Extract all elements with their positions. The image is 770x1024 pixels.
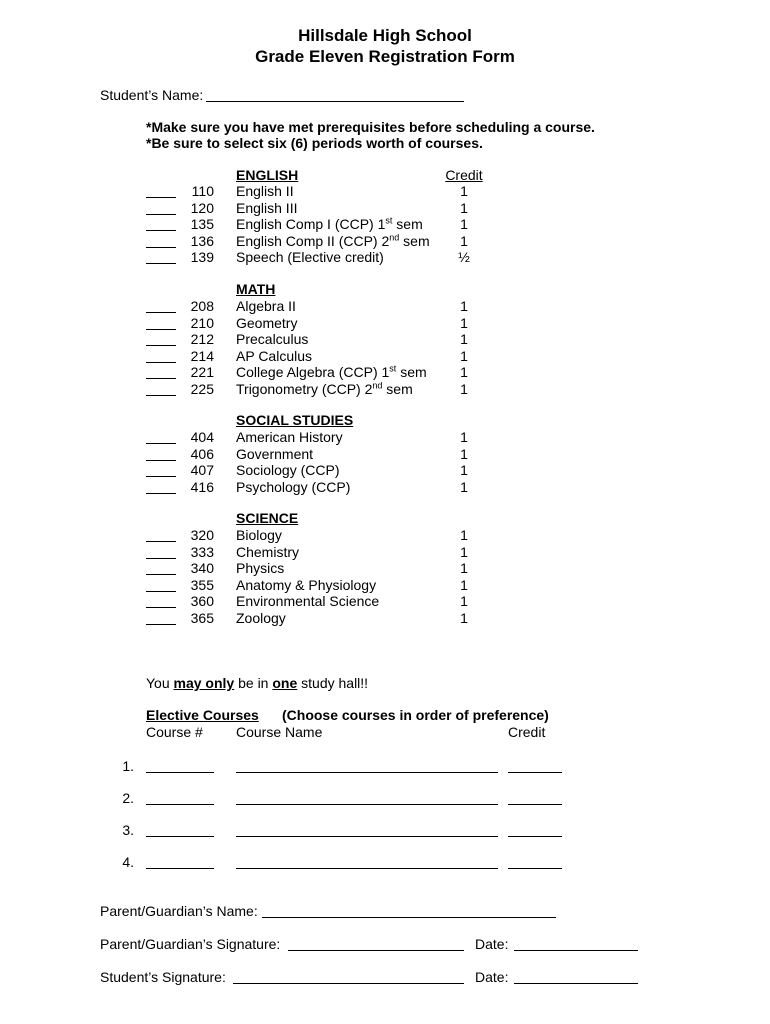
- course-selection-blank[interactable]: [146, 591, 176, 592]
- course-credit: ½: [458, 249, 470, 265]
- course-number: 136: [190, 232, 214, 249]
- course-number: 360: [190, 593, 214, 609]
- course-name-text: Anatomy & Physiology: [236, 576, 377, 593]
- course-name: [236, 479, 350, 495]
- course-row: [0, 446, 770, 463]
- course-number: 416: [190, 478, 214, 495]
- course-number: 210: [190, 314, 214, 331]
- course-name: [236, 610, 286, 626]
- course-number: 208: [190, 298, 214, 314]
- course-name: [236, 233, 430, 249]
- course-credit: 1: [460, 199, 468, 216]
- course-number: 407: [190, 462, 214, 478]
- course-name-text: Environmental Science: [236, 593, 380, 609]
- course-selection-blank[interactable]: [146, 574, 176, 575]
- course-number: 139: [190, 249, 214, 265]
- course-selection-blank[interactable]: [146, 460, 176, 461]
- course-name-text: Zoology: [236, 609, 286, 626]
- course-name: [236, 183, 294, 199]
- course-selection-blank[interactable]: [146, 214, 176, 215]
- course-row: [0, 364, 770, 381]
- course-number: 221: [190, 364, 214, 380]
- guardian-date-label: Date:: [475, 936, 509, 952]
- elective-col-course-num: Course #: [146, 724, 203, 740]
- course-number: 333: [190, 543, 214, 560]
- course-credit: 1: [460, 380, 468, 397]
- course-name-text: English Comp II (CCP) 2: [236, 232, 390, 249]
- course-number: 365: [190, 609, 214, 626]
- course-name: [236, 348, 312, 364]
- elective-col-course-name: Course Name: [236, 724, 323, 740]
- course-selection-blank[interactable]: [146, 624, 176, 625]
- course-credit: 1: [460, 429, 468, 445]
- elective-course-num-field[interactable]: [146, 804, 214, 805]
- course-selection-blank[interactable]: [146, 345, 176, 346]
- note-six-periods: *Be sure to select six (6) periods worth of courses.: [146, 135, 483, 151]
- study-hall-emphasis-may-only: may only: [173, 675, 235, 691]
- course-name-ordinal: nd: [389, 231, 400, 242]
- course-number: 110: [191, 183, 214, 199]
- elective-course-name-field[interactable]: [236, 804, 498, 805]
- course-row: [0, 462, 770, 479]
- course-name-text: College Algebra (CCP) 1: [236, 364, 390, 380]
- elective-item-number: 3.: [122, 822, 134, 838]
- course-selection-blank[interactable]: [146, 378, 176, 379]
- course-selection-blank[interactable]: [146, 493, 176, 494]
- course-name-ordinal: st: [389, 363, 397, 374]
- course-credit: 1: [460, 298, 468, 314]
- elective-course-name-field[interactable]: [236, 868, 498, 869]
- course-credit: 1: [460, 232, 468, 249]
- course-row: [0, 593, 770, 610]
- course-selection-blank[interactable]: [146, 312, 176, 313]
- course-name: [236, 593, 379, 609]
- course-name-text: Algebra II: [236, 298, 296, 314]
- course-name: [236, 249, 384, 265]
- course-name-text: Geometry: [236, 314, 298, 331]
- course-name: [236, 429, 343, 445]
- course-name: [236, 298, 296, 314]
- course-credit: 1: [460, 609, 468, 626]
- student-name-label: Student’s Name:: [100, 87, 204, 103]
- course-row: [0, 577, 770, 594]
- guardian-date-field[interactable]: [514, 950, 638, 951]
- course-number: 404: [190, 429, 214, 445]
- course-number: 355: [190, 576, 214, 593]
- course-name-text: Trigonometry (CCP) 2: [236, 380, 373, 397]
- course-selection-blank[interactable]: [146, 197, 176, 198]
- note-prerequisites: *Make sure you have met prerequisites before scheduling a course.: [146, 119, 595, 135]
- course-selection-blank[interactable]: [146, 443, 176, 444]
- course-name-text: Precalculus: [236, 331, 309, 347]
- course-credit: 1: [460, 560, 468, 576]
- course-name: [236, 446, 313, 462]
- course-credit: 1: [460, 364, 468, 380]
- elective-instruction: (Choose courses in order of preference): [282, 707, 549, 723]
- course-name: [236, 560, 284, 576]
- course-name: [236, 577, 376, 593]
- course-number: 214: [190, 347, 214, 364]
- study-hall-text-3: study hall!!: [297, 675, 369, 691]
- course-number: 135: [190, 216, 214, 232]
- course-name: [236, 315, 297, 331]
- student-date-field[interactable]: [514, 983, 638, 984]
- form-title: Grade Eleven Registration Form: [255, 47, 515, 66]
- course-selection-blank[interactable]: [146, 541, 176, 542]
- course-row: [0, 429, 770, 446]
- course-credit: 1: [460, 478, 468, 495]
- course-number: 120: [190, 199, 214, 216]
- section-heading-english: ENGLISH: [236, 167, 299, 183]
- study-hall-text-2: be in: [234, 675, 273, 691]
- course-name-text: Speech (Elective credit): [236, 249, 384, 265]
- course-name-ordinal: nd: [372, 379, 383, 390]
- elective-credit-field[interactable]: [508, 772, 562, 773]
- course-name-text: AP Calculus: [236, 347, 313, 364]
- course-credit: 1: [460, 445, 468, 462]
- study-hall-text-1: You: [146, 675, 174, 691]
- course-name: [236, 364, 427, 380]
- course-row: [0, 527, 770, 544]
- course-row: [0, 298, 770, 315]
- course-row: [0, 381, 770, 398]
- course-selection-blank[interactable]: [146, 607, 176, 608]
- student-name-field[interactable]: [206, 101, 464, 102]
- elective-course-num-field[interactable]: [146, 772, 214, 773]
- course-credit: 1: [460, 462, 468, 478]
- course-name: [236, 200, 297, 216]
- course-selection-blank[interactable]: [146, 263, 176, 264]
- course-row: [0, 560, 770, 577]
- course-credit: 1: [460, 593, 468, 609]
- guardian-name-field[interactable]: [262, 917, 556, 918]
- elective-item-number: 2.: [122, 790, 134, 806]
- course-selection-blank[interactable]: [146, 247, 176, 248]
- course-credit: 1: [460, 543, 468, 560]
- student-signature-label: Student’s Signature:: [100, 969, 226, 985]
- course-name-text: English Comp I (CCP) 1: [236, 216, 386, 232]
- study-hall-emphasis-one: one: [272, 675, 298, 691]
- course-row: [0, 200, 770, 217]
- guardian-signature-field[interactable]: [288, 950, 464, 951]
- elective-item-number: 4.: [122, 854, 134, 870]
- course-row: [0, 331, 770, 348]
- course-credit: 1: [460, 183, 468, 199]
- course-credit: 1: [460, 347, 468, 364]
- course-credit: 1: [460, 527, 468, 543]
- section-heading-math: MATH: [236, 281, 276, 297]
- course-row: [0, 216, 770, 233]
- course-credit: 1: [460, 314, 468, 331]
- course-name-text: English II: [236, 183, 294, 199]
- course-name-text: Government: [236, 445, 314, 462]
- course-name: [236, 462, 339, 478]
- course-name-suffix: sem: [392, 216, 423, 232]
- credit-column-header: Credit: [445, 167, 483, 183]
- course-row: [0, 544, 770, 561]
- course-row: [0, 233, 770, 250]
- course-selection-blank[interactable]: [146, 476, 176, 477]
- section-heading-science: SCIENCE: [236, 510, 299, 526]
- course-name-suffix: sem: [382, 380, 413, 397]
- section-heading-social-studies: SOCIAL STUDIES: [236, 412, 354, 428]
- course-credit: 1: [460, 331, 468, 347]
- course-name: [236, 544, 299, 560]
- course-row: [0, 479, 770, 496]
- course-row: [0, 348, 770, 365]
- guardian-signature-label: Parent/Guardian’s Signature:: [100, 936, 281, 952]
- course-row: [0, 610, 770, 627]
- elective-course-num-field[interactable]: [146, 836, 214, 837]
- course-row: [0, 315, 770, 332]
- study-hall-note: [146, 675, 368, 692]
- course-name-text: Sociology (CCP): [236, 462, 340, 478]
- course-name-text: Psychology (CCP): [236, 478, 351, 495]
- course-name: [236, 331, 308, 347]
- course-name-text: English III: [236, 199, 298, 216]
- course-name-text: Chemistry: [236, 543, 300, 560]
- course-number: 406: [190, 445, 214, 462]
- course-name-text: American History: [236, 429, 343, 445]
- course-number: 320: [190, 527, 214, 543]
- elective-credit-field[interactable]: [508, 836, 562, 837]
- course-row: [0, 183, 770, 200]
- course-name: [236, 216, 423, 232]
- guardian-name-label: Parent/Guardian’s Name:: [100, 903, 258, 919]
- elective-course-num-field[interactable]: [146, 868, 214, 869]
- student-signature-field[interactable]: [233, 983, 464, 984]
- course-selection-blank[interactable]: [146, 329, 176, 330]
- course-number: 212: [190, 331, 214, 347]
- course-row: [0, 249, 770, 266]
- elective-course-name-field[interactable]: [236, 836, 498, 837]
- course-selection-blank[interactable]: [146, 362, 176, 363]
- course-credit: 1: [460, 216, 468, 232]
- course-selection-blank[interactable]: [146, 230, 176, 231]
- elective-courses-heading: Elective Courses: [146, 707, 259, 723]
- course-name-suffix: sem: [396, 364, 427, 380]
- course-credit: 1: [460, 576, 468, 593]
- elective-item-number: 1.: [122, 758, 134, 774]
- student-date-label: Date:: [475, 969, 509, 985]
- course-name: [236, 527, 282, 543]
- course-selection-blank[interactable]: [146, 558, 176, 559]
- school-name: Hillsdale High School: [298, 26, 472, 45]
- course-number: 340: [190, 560, 214, 576]
- course-name-text: Biology: [236, 527, 282, 543]
- course-name-suffix: sem: [399, 232, 430, 249]
- course-name: [236, 381, 413, 397]
- course-number: 225: [190, 380, 214, 397]
- course-name-text: Physics: [236, 560, 285, 576]
- elective-credit-field[interactable]: [508, 804, 562, 805]
- course-name-ordinal: st: [385, 215, 393, 226]
- elective-course-name-field[interactable]: [236, 772, 498, 773]
- elective-col-credit: Credit: [508, 724, 546, 740]
- course-selection-blank[interactable]: [146, 395, 176, 396]
- elective-credit-field[interactable]: [508, 868, 562, 869]
